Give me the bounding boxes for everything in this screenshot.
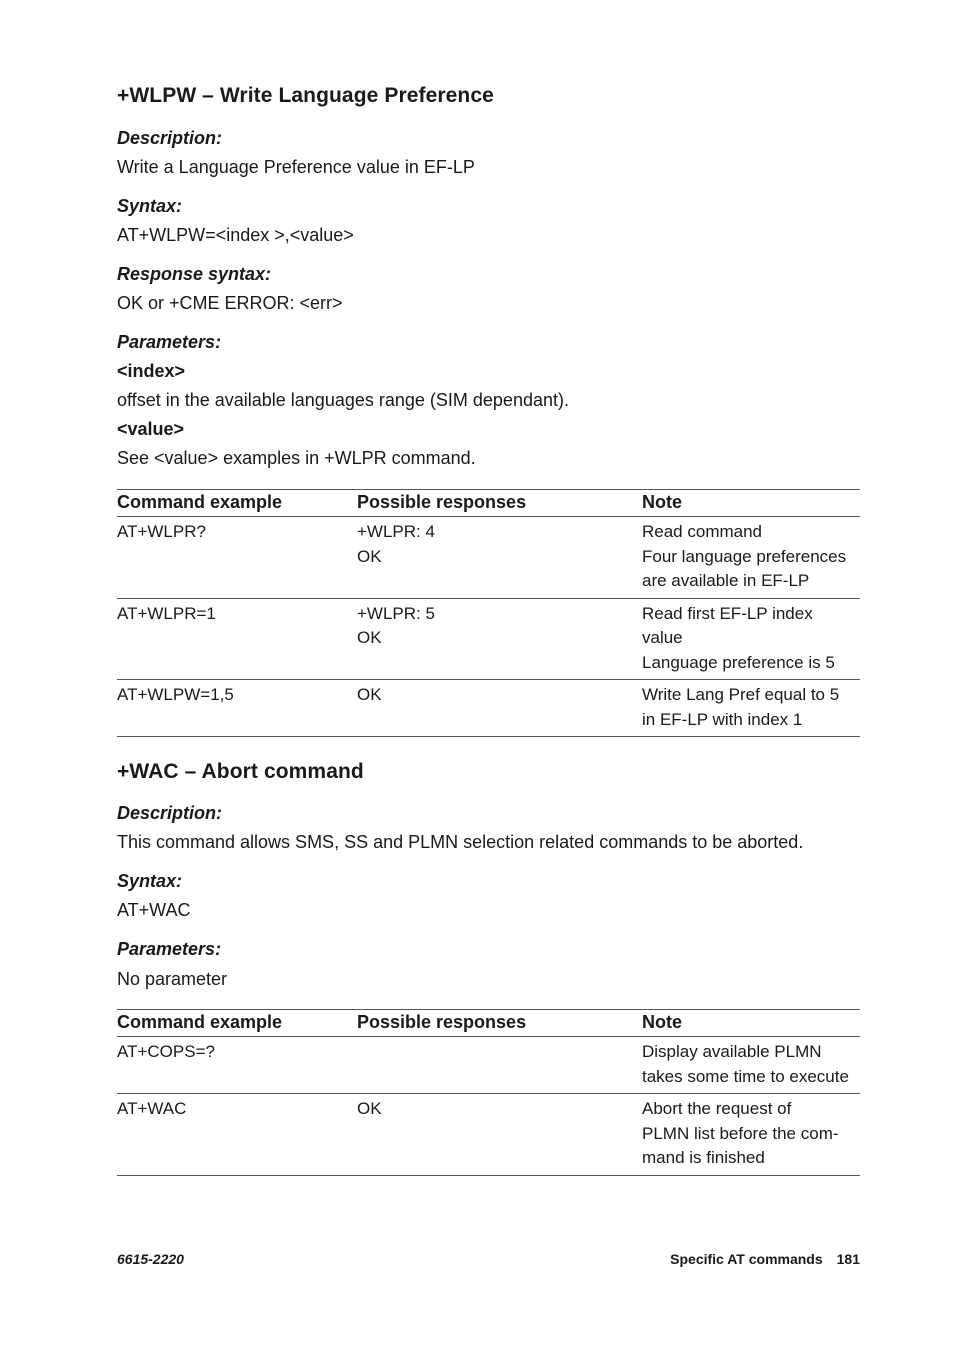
cell-note [642, 598, 860, 680]
wlpw-parameters-label: Parameters: [117, 332, 222, 352]
wac-syntax: AT+WAC [117, 900, 191, 920]
footer-doc-number: 6615-2220 [117, 1251, 184, 1267]
footer-section-title: Specific AT commands [670, 1251, 823, 1267]
cell-command: AT+WLPR? [117, 517, 357, 599]
response-line: OK [357, 546, 382, 566]
table-row [117, 680, 860, 737]
cell-command: AT+WLPW=1,5 [117, 680, 357, 737]
cell-note [642, 1037, 860, 1094]
wac-parameters: No parameter [117, 969, 228, 989]
wlpw-syntax: AT+WLPW=<index >,<value> [117, 225, 354, 245]
note-line: Four language preferences [642, 546, 847, 566]
cell-note [642, 517, 860, 599]
wac-syntax-label: Syntax: [117, 871, 183, 891]
cell-responses [357, 598, 642, 680]
wlpw-param-index-name: <index> [117, 361, 186, 381]
header-possible-responses: Possible responses [357, 490, 642, 517]
wlpw-response: OK or +CME ERROR: <err> [117, 293, 343, 313]
wac-parameters-label: Parameters: [117, 939, 222, 959]
note-line: takes some time to execute [642, 1066, 849, 1086]
note-line: Display available PLMN [642, 1042, 822, 1061]
wlpw-response-label: Response syntax: [117, 264, 272, 284]
response-line: +WLPR: 4 [357, 522, 435, 541]
note-line: in EF-LP with index 1 [642, 709, 803, 729]
header-note: Note [642, 490, 860, 517]
cell-command: AT+WAC [117, 1094, 357, 1176]
wac-command-table [117, 1009, 860, 1176]
footer-page-number: 181 [836, 1251, 860, 1267]
cell-responses [357, 1094, 642, 1176]
footer-section [670, 1251, 860, 1267]
wlpw-param-value-name: <value> [117, 419, 185, 439]
table-row [117, 598, 860, 680]
table-row [117, 1037, 860, 1094]
cell-command: AT+COPS=? [117, 1037, 357, 1094]
header-note: Note [642, 1010, 860, 1037]
table-row [117, 1094, 860, 1176]
wlpw-param-index-desc: offset in the available languages range (SIM dependant). [117, 390, 569, 410]
response-line: OK [357, 685, 382, 704]
cell-responses [357, 1037, 642, 1094]
response-line: OK [357, 1099, 382, 1118]
table-row [117, 517, 860, 599]
wac-section-title: +WAC – Abort command [117, 760, 364, 783]
wlpw-description-label: Description: [117, 128, 223, 148]
cell-note [642, 1094, 860, 1176]
cell-responses [357, 680, 642, 737]
note-line: mand is finished [642, 1148, 765, 1167]
note-line: Write Lang Pref equal to 5 [642, 685, 840, 704]
wlpw-command-table [117, 489, 860, 737]
note-line: PLMN list before the com- [642, 1123, 839, 1143]
wlpw-section-title: +WLPW – Write Language Preference [117, 84, 494, 107]
cell-command: AT+WLPR=1 [117, 598, 357, 680]
note-line: Read command [642, 522, 763, 541]
header-command-example: Command example [117, 1010, 357, 1037]
header-possible-responses: Possible responses [357, 1010, 642, 1037]
note-line: are available in EF-LP [642, 571, 810, 590]
note-line: value [642, 628, 683, 647]
wlpw-description: Write a Language Preference value in EF-LP [117, 157, 475, 177]
wlpw-param-value-desc: See <value> examples in +WLPR command. [117, 448, 476, 468]
response-line: +WLPR: 5 [357, 603, 435, 623]
note-line: Language preference is 5 [642, 652, 835, 672]
cell-note [642, 680, 860, 737]
note-line: Abort the request of [642, 1099, 792, 1118]
wac-description: This command allows SMS, SS and PLMN selection related commands to be aborted. [117, 832, 804, 852]
response-line: OK [357, 628, 382, 647]
table-header-row [117, 1010, 860, 1037]
table-header-row [117, 490, 860, 517]
note-line: Read first EF-LP index [642, 603, 813, 623]
wlpw-syntax-label: Syntax: [117, 196, 183, 216]
cell-responses [357, 517, 642, 599]
header-command-example: Command example [117, 490, 357, 517]
wac-description-label: Description: [117, 803, 223, 823]
